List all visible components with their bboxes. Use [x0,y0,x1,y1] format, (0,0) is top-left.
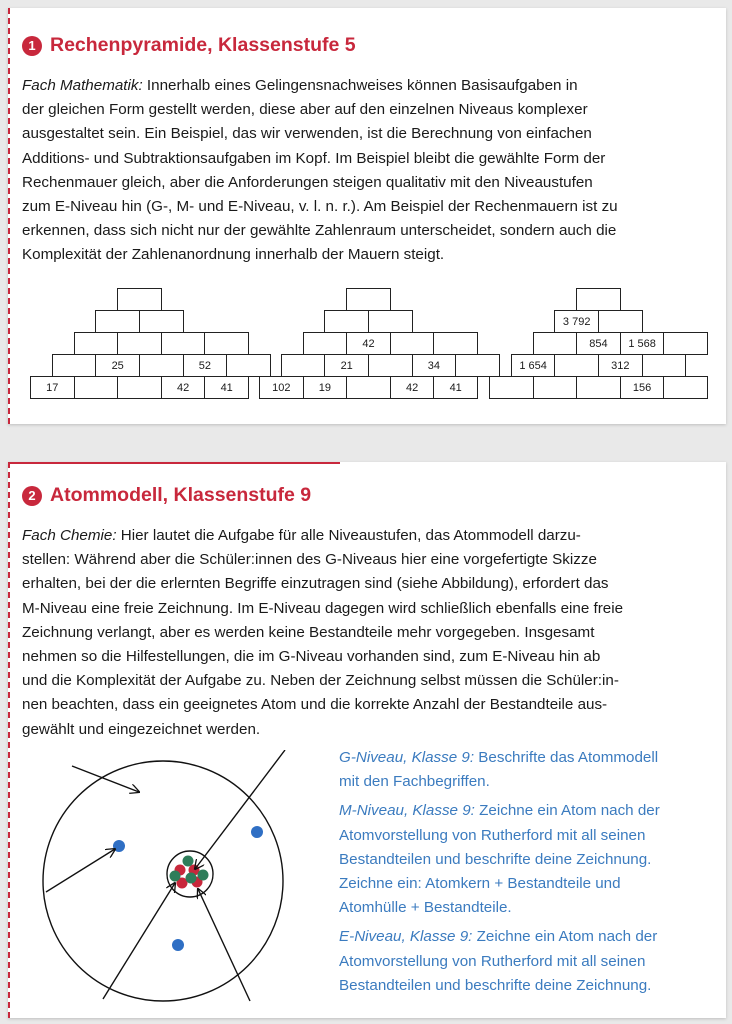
task-line: Beschrifte das Atommodell [474,749,659,766]
atom-model-diagram [32,750,314,1006]
pyramid-brick: 25 [95,354,140,377]
pyramid-brick [489,376,534,399]
electron-dot [113,840,125,852]
text-line: M-Niveau eine freie Zeichnung. Im E-Niveau dagegen wird schließlich ebenfalls eine freie [22,599,624,617]
pyramid-brick: 19 [303,376,348,399]
pyramid-brick [139,354,184,377]
text-line: nen beachten, dass ein geeignetes Atom und die korrekte Anzahl der Bestandteile aus- [22,696,608,714]
electron-dot [251,826,263,838]
task-line: Zeichne ein Atom nach der [472,928,658,946]
task-line: Bestandteilen und beschrifte deine Zeichnung. [339,850,652,868]
pyramid-brick: 854 [576,332,621,355]
task-g-level [339,746,721,794]
pyramid-brick: 17 [30,376,75,399]
task-line: Atomvorstellung von Rutherford mit all seinen [339,952,646,970]
task-m-level [339,799,721,920]
electron-dot [172,939,184,951]
text-line: Komplexität der Zahlenanordnung innerhalb der Mauern steigt. [22,246,445,264]
pyramid-brick [642,354,687,377]
text-line: Additions- und Subtraktionsaufgaben im Kopf. Im Beispiel bleibt die gewählte Form der [22,149,606,167]
label-arrow [46,849,115,892]
atom-shell-circle [43,761,283,1001]
pyramid-brick: 42 [390,376,435,399]
chemistry-section-card [8,462,726,1018]
pyramid-brick [52,354,97,377]
pyramid-brick [346,376,391,399]
neutron-dot [170,871,181,882]
pyramid-brick [281,354,326,377]
task-line: Zeichne ein: Atomkern + Bestandteile und [339,875,621,893]
section-title-text: Rechenpyramide, Klassenstufe 5 [50,34,356,56]
label-arrow [103,883,175,999]
pyramid-brick [390,332,435,355]
section-number-badge: 1 [22,36,42,56]
level-label: M-Niveau, Klasse 9: [339,802,475,820]
pyramid-brick: 21 [324,354,369,377]
pyramid-brick [663,332,708,355]
pyramid-brick [161,332,206,355]
pyramid-brick [303,332,348,355]
task-line: Atomvorstellung von Rutherford mit all seinen [339,826,646,844]
pyramid-brick [433,332,478,355]
card-top-line [8,462,340,464]
task-line: Zeichne ein Atom nach der [474,802,660,820]
text-line: und die Komplexität der Aufgabe zu. Neben der Zeichnung selbst müssen die Schüler:in- [22,672,619,690]
pyramid-brick: 52 [183,354,228,377]
pyramid-brick [74,376,119,399]
text-line: Hier lautet die Aufgabe für alle Niveaustufen, das Atommodell darzu- [116,527,581,544]
pyramid-brick: 42 [346,332,391,355]
label-arrow [72,766,139,792]
pyramid-brick [576,376,621,399]
text-line: zum E-Niveau hin (G-, M- und E-Niveau, v. l. n. r.). Am Beispiel der Rechenmauern ist zu [22,198,618,216]
pyramid-brick [533,332,578,355]
section-title [22,34,356,57]
section-number-badge: 2 [22,486,42,506]
pyramid-brick [368,310,413,333]
math-section-card [8,8,726,424]
text-line: stellen: Während aber die Schüler:innen des G-Niveaus hier eine vorgefertigte Skizze [22,551,597,569]
text-line: der gleichen Form gestellt werden, diese aber auf den einzelnen Niveaus komplexer [22,101,588,119]
text-line: Innerhalb eines Gelingensnachweises können Basisaufgaben in [142,77,578,94]
task-e-level [339,925,721,998]
section-body-text [22,524,712,742]
pyramid-brick: 34 [412,354,457,377]
text-line: gewählt und eingezeichnet werden. [22,720,261,738]
pyramid-brick [576,288,621,311]
text-line: Zeichnung verlangt, aber es werden keine Bestandteile mehr vorgegeben. Insgesamt [22,623,595,641]
pyramid-brick [455,354,500,377]
pyramid-brick [346,288,391,311]
pyramid-brick: 156 [620,376,665,399]
pyramid-brick: 41 [204,376,249,399]
pyramid-brick [74,332,119,355]
neutron-dot [198,870,209,881]
text-line: nehmen so die Hilfestellungen, die im G-Niveau vorhanden sind, zum E-Niveau hin ab [22,648,601,666]
pyramid-brick [598,310,643,333]
pyramid-brick: 1 654 [511,354,556,377]
card-edge-dashed [8,8,10,424]
pyramid-brick: 102 [259,376,304,399]
neutron-dot [186,873,197,884]
card-edge-dashed [8,462,10,1018]
pyramid-brick [117,332,162,355]
pyramid-brick [95,310,140,333]
subject-label: Fach Mathematik: [22,77,143,94]
pyramid-brick: 42 [161,376,206,399]
section-title [22,484,311,507]
pyramid-brick [663,376,708,399]
task-list [339,746,721,1003]
pyramid-brick [368,354,413,377]
task-line: Bestandteilen und beschrifte deine Zeichnung. [339,976,652,994]
level-label: G-Niveau, Klasse 9: [339,749,475,766]
text-line: erkennen, dass sich nicht nur der gewählte Zahlenraum unterscheidet, sondern auch die [22,222,617,240]
pyramid-brick [226,354,271,377]
pyramid-brick [324,310,369,333]
pyramid-brick [139,310,184,333]
section-body-text [22,74,712,268]
text-line: Rechenmauer gleich, aber die Anforderungen steigen qualitativ mit den Niveaustufen [22,173,593,191]
label-arrow [195,750,285,869]
neutron-dot [183,856,194,867]
pyramid-brick: 3 792 [554,310,599,333]
pyramid-brick [117,288,162,311]
pyramid-brick [204,332,249,355]
pyramid-brick [117,376,162,399]
text-line: ausgestaltet sein. Ein Beispiel, das wir verwenden, ist die Berechnung von einfachen [22,125,592,143]
pyramid-brick: 1 568 [620,332,665,355]
task-line: Atomhülle + Bestandteile. [339,899,512,917]
task-line: mit den Fachbegriffen. [339,773,490,791]
text-line: erhalten, bei der die erlernten Begriffe einzutragen sind (siehe Abbildung), erfordert das [22,575,609,593]
pyramid-brick: 41 [433,376,478,399]
pyramid-brick: 312 [598,354,643,377]
subject-label: Fach Chemie: [22,527,117,544]
level-label: E-Niveau, Klasse 9: [339,928,473,946]
section-title-text: Atommodell, Klassenstufe 9 [50,484,312,506]
pyramid-brick [533,376,578,399]
pyramid-brick [554,354,599,377]
